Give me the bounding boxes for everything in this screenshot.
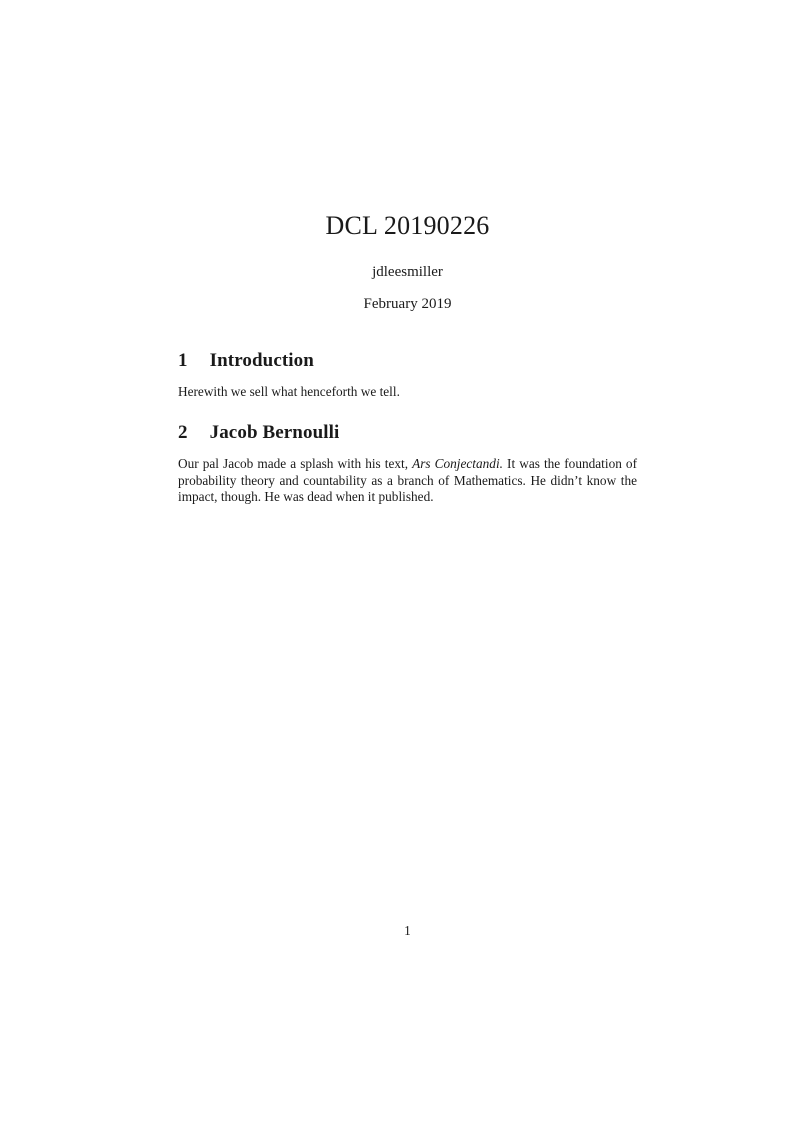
page-number: 1: [404, 923, 411, 938]
section-introduction-paragraph: Herewith we sell what henceforth we tell.: [178, 383, 400, 399]
section-title: Jacob Bernoulli: [209, 422, 340, 444]
section-jacob-bernoulli-paragraph: [178, 456, 637, 506]
section-number: 1: [178, 349, 188, 371]
section-heading-introduction: [178, 350, 637, 371]
section-number: 2: [178, 422, 188, 444]
section-title: Introduction: [209, 349, 314, 371]
document-title: DCL 20190226: [325, 211, 490, 240]
book-title-italic: Ars Conjectandi.: [412, 456, 503, 472]
paragraph-text-after-italic: It was the foundation of probability theory and countability as a branch of Mathematics. He didn’t know the impact, though. He was dead when it published.: [178, 456, 637, 505]
section-heading-jacob-bernoulli: [178, 422, 637, 443]
document-date: February 2019: [363, 295, 452, 312]
paragraph-text-before-italic: Our pal Jacob made a splash with his text,: [178, 456, 413, 472]
document-author: jdleesmiller: [372, 263, 443, 280]
text-column: [178, 0, 637, 506]
